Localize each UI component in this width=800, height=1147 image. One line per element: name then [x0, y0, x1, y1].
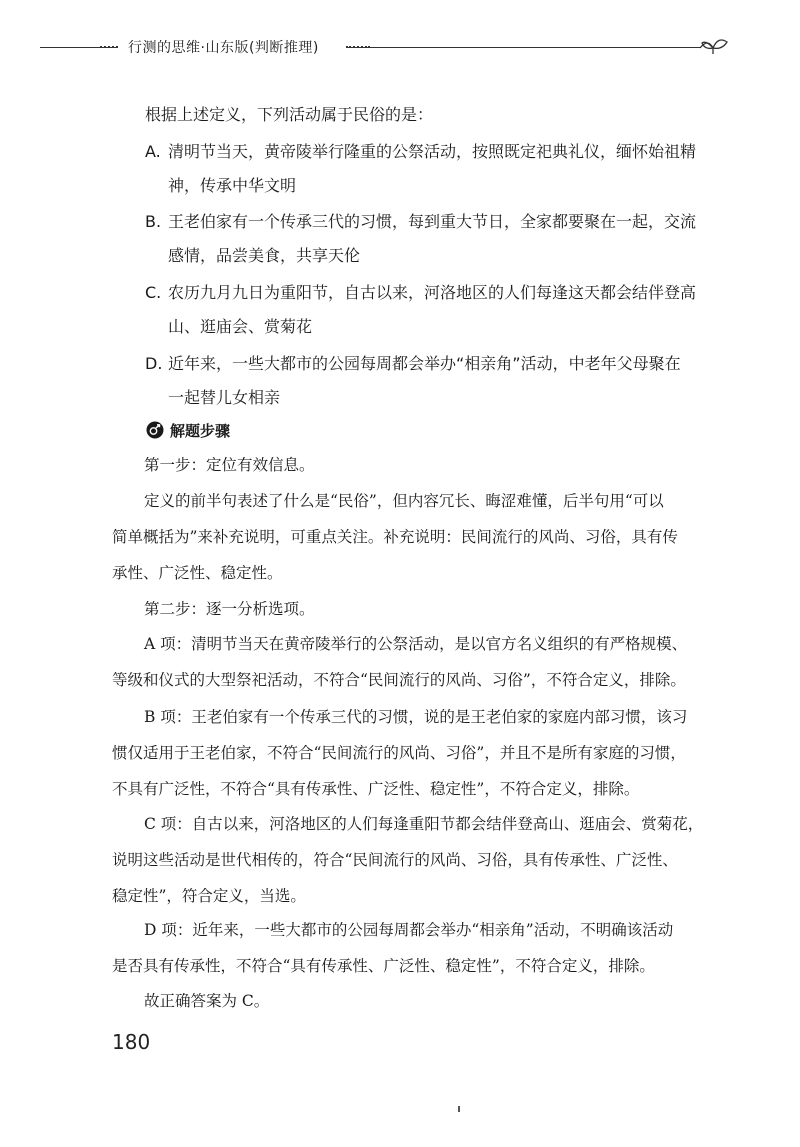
conclusion-block	[112, 983, 712, 1019]
header-dots-left	[100, 46, 118, 48]
option-c	[145, 276, 725, 344]
analysis-line: 惯仅适用于王老伯家，不符合“民间流行的风尚、习俗”，并且不是所有家庭的习惯，	[112, 744, 686, 762]
question-stem: 根据上述定义，下列活动属于民俗的是：	[145, 105, 434, 124]
option-letter: B.	[145, 212, 162, 231]
analysis-b	[112, 699, 712, 807]
option-line: 神，传承中华文明	[168, 176, 297, 195]
analysis-a	[112, 626, 712, 698]
step2-block	[112, 591, 712, 627]
conclusion: 故正确答案为 C。	[144, 992, 270, 1010]
option-line: 感情，品尝美食，共享天伦	[168, 246, 361, 265]
header-rule-right	[346, 47, 701, 48]
option-letter: A.	[145, 142, 161, 161]
option-line: 农历九月九日为重阳节，自古以来，河洛地区的人们每逢这天都会结伴登高	[168, 283, 697, 302]
step1-title: 第一步：定位有效信息。	[144, 456, 315, 474]
analysis-line: 不具有广泛性，不符合“具有传承性、广泛性、稳定性”，不符合定义，排除。	[112, 780, 640, 798]
analysis-c	[112, 806, 712, 914]
solution-heading	[146, 420, 230, 442]
analysis-line: 是否具有传承性，不符合“具有传承性、广泛性、稳定性”，不符合定义，排除。	[112, 957, 655, 975]
analysis-line: 稳定性”，符合定义，当选。	[112, 887, 306, 905]
analysis-line: D 项：近年来，一些大都市的公园每周都会举办“相亲角”活动，不明确该活动	[144, 921, 674, 939]
step2-title: 第二步：逐一分析选项。	[144, 600, 315, 618]
page-number: 180	[112, 1030, 151, 1054]
analysis-line: B 项：王老伯家有一个传承三代的习惯，说的是王老伯家的家庭内部习惯，该习	[144, 708, 688, 726]
option-line: 山、逛庙会、赏菊花	[168, 317, 313, 336]
sprout-icon	[696, 34, 730, 62]
flower-badge-icon	[146, 421, 164, 439]
option-line: 王老伯家有一个传承三代的习惯，每到重大节日，全家都要聚在一起，交流	[168, 212, 697, 231]
step1-block	[112, 447, 712, 591]
step1-line: 简单概括为”来补充说明，可重点关注。补充说明：民间流行的风尚、习俗，具有传	[112, 528, 678, 546]
option-line: 清明节当天，黄帝陵举行隆重的公祭活动，按照既定祀典礼仪，缅怀始祖精	[168, 142, 697, 161]
analysis-line: A 项：清明节当天在黄帝陵举行的公祭活动，是以官方名义组织的有严格规模、	[144, 635, 688, 653]
option-line: 一起替儿女相亲	[168, 388, 281, 407]
header-dots-right	[346, 46, 370, 48]
analysis-d	[112, 912, 712, 984]
scan-speck	[458, 1106, 460, 1112]
option-b	[145, 205, 725, 273]
option-letter: D.	[145, 354, 163, 373]
step1-line: 定义的前半句表述了什么是“民俗”，但内容冗长、晦涩难懂，后半句用“可以	[144, 492, 664, 510]
solution-heading-text: 解题步骤	[170, 422, 231, 440]
analysis-line: C 项：自古以来，河洛地区的人们每逢重阳节都会结伴登高山、逛庙会、赏菊花，	[144, 815, 704, 833]
analysis-line: 说明这些活动是世代相传的，符合“民间流行的风尚、习俗，具有传承性、广泛性、	[112, 851, 678, 869]
option-line: 近年来，一些大都市的公园每周都会举办“相亲角”活动，中老年父母聚在	[168, 354, 681, 373]
header-title: 行测的思维·山东版(判断推理)	[128, 40, 319, 56]
option-letter: C.	[145, 283, 162, 302]
option-d	[145, 347, 725, 415]
running-header	[40, 34, 730, 62]
option-a	[145, 135, 725, 203]
analysis-line: 等级和仪式的大型祭祀活动，不符合“民间流行的风尚、习俗”，不符合定义，排除。	[112, 671, 686, 689]
step1-line: 承性、广泛性、稳定性。	[112, 564, 283, 582]
